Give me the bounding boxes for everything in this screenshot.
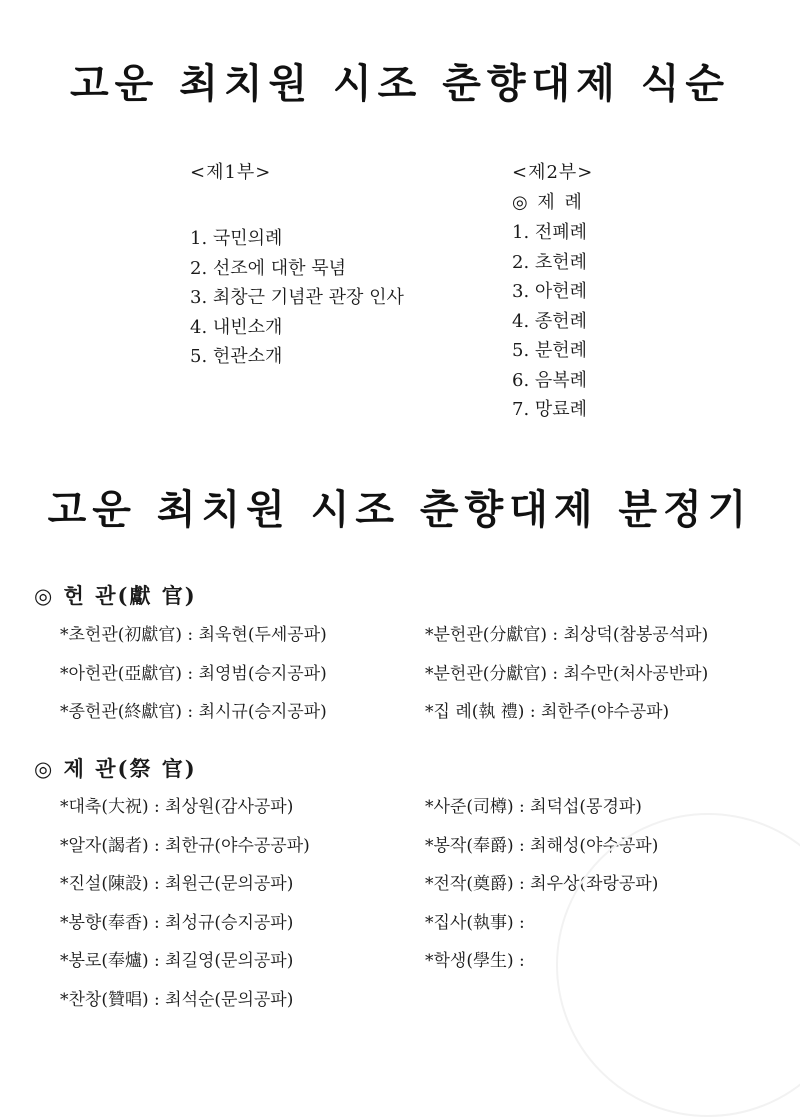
role-entry: *봉향(奉香) : 최성규(승지공파) [60, 912, 294, 933]
role-entry: *봉로(奉爐) : 최길영(문의공파) [60, 951, 294, 971]
list-item: 3. 아헌례 [512, 281, 588, 302]
ritual-officer-left-column [60, 792, 310, 1023]
role-entry: *초헌관(初獻官) : 최욱현(두세공파) [60, 625, 327, 645]
offerer-left-column [60, 620, 327, 736]
role-entry: *봉작(奉爵) : 최해성(야수공파) [425, 835, 659, 856]
offerer-right-column [425, 620, 708, 736]
part-1-heading: <제1부> [190, 162, 272, 183]
list-item: 4. 종헌례 [512, 310, 588, 332]
role-entry: *알자(謁者) : 최한규(야수공공파) [60, 835, 310, 856]
ritual-officer-section-heading: ◎ 제 관(祭 官) [34, 756, 197, 781]
list-item: 1. 국민의례 [190, 228, 283, 249]
program-title: 고운 최치원 시조 춘향대제 식순 [69, 60, 731, 107]
list-item: 2. 초헌례 [512, 251, 588, 273]
part-1-block [190, 158, 404, 372]
role-entry: *찬창(贊唱) : 최석순(문의공파) [60, 989, 294, 1010]
list-item: 1. 전폐례 [512, 222, 588, 243]
part-2-subheading: ◎ 제 례 [512, 192, 584, 213]
role-entry: *분헌관(分獻官) : 최상덕(참봉공석파) [425, 625, 709, 645]
offerer-section-heading: ◎ 헌 관(獻 官) [34, 583, 197, 608]
list-item: 5. 헌관소개 [190, 346, 283, 367]
list-item: 7. 망료례 [512, 399, 588, 420]
list-item: 5. 분헌례 [512, 340, 588, 361]
role-entry: *종헌관(終獻官) : 최시규(승지공파) [60, 702, 327, 722]
role-entry: *아헌관(亞獻官) : 최영범(승지공파) [60, 663, 327, 684]
part-2-list [512, 218, 593, 425]
part-2-heading: <제2부> [512, 162, 594, 183]
role-entry: *분헌관(分獻官) : 최수만(처사공반파) [425, 663, 709, 684]
list-item: 2. 선조에 대한 묵념 [190, 257, 347, 279]
role-entry: *사준(司樽) : 최덕섭(몽경파) [425, 797, 642, 817]
list-item: 6. 음복례 [512, 369, 588, 391]
list-item: 3. 최창근 기념관 관장 인사 [190, 287, 404, 308]
role-entry: *집사(執事) : [425, 912, 525, 933]
role-entry: *학생(學生) : [425, 951, 525, 971]
role-entry: *진설(陳設) : 최원근(문의공파) [60, 874, 294, 894]
role-entry: *전작(奠爵) : 최우상(좌랑공파) [425, 874, 659, 894]
part-2-block [512, 158, 593, 425]
role-entry: *대축(大祝) : 최상원(감사공파) [60, 797, 294, 817]
part-1-list [190, 224, 404, 372]
role-entry: *집 례(執 禮) : 최한주(야수공파) [425, 702, 670, 722]
list-item: 4. 내빈소개 [190, 316, 283, 338]
roles-title: 고운 최치원 시조 춘향대제 분정기 [47, 486, 753, 533]
